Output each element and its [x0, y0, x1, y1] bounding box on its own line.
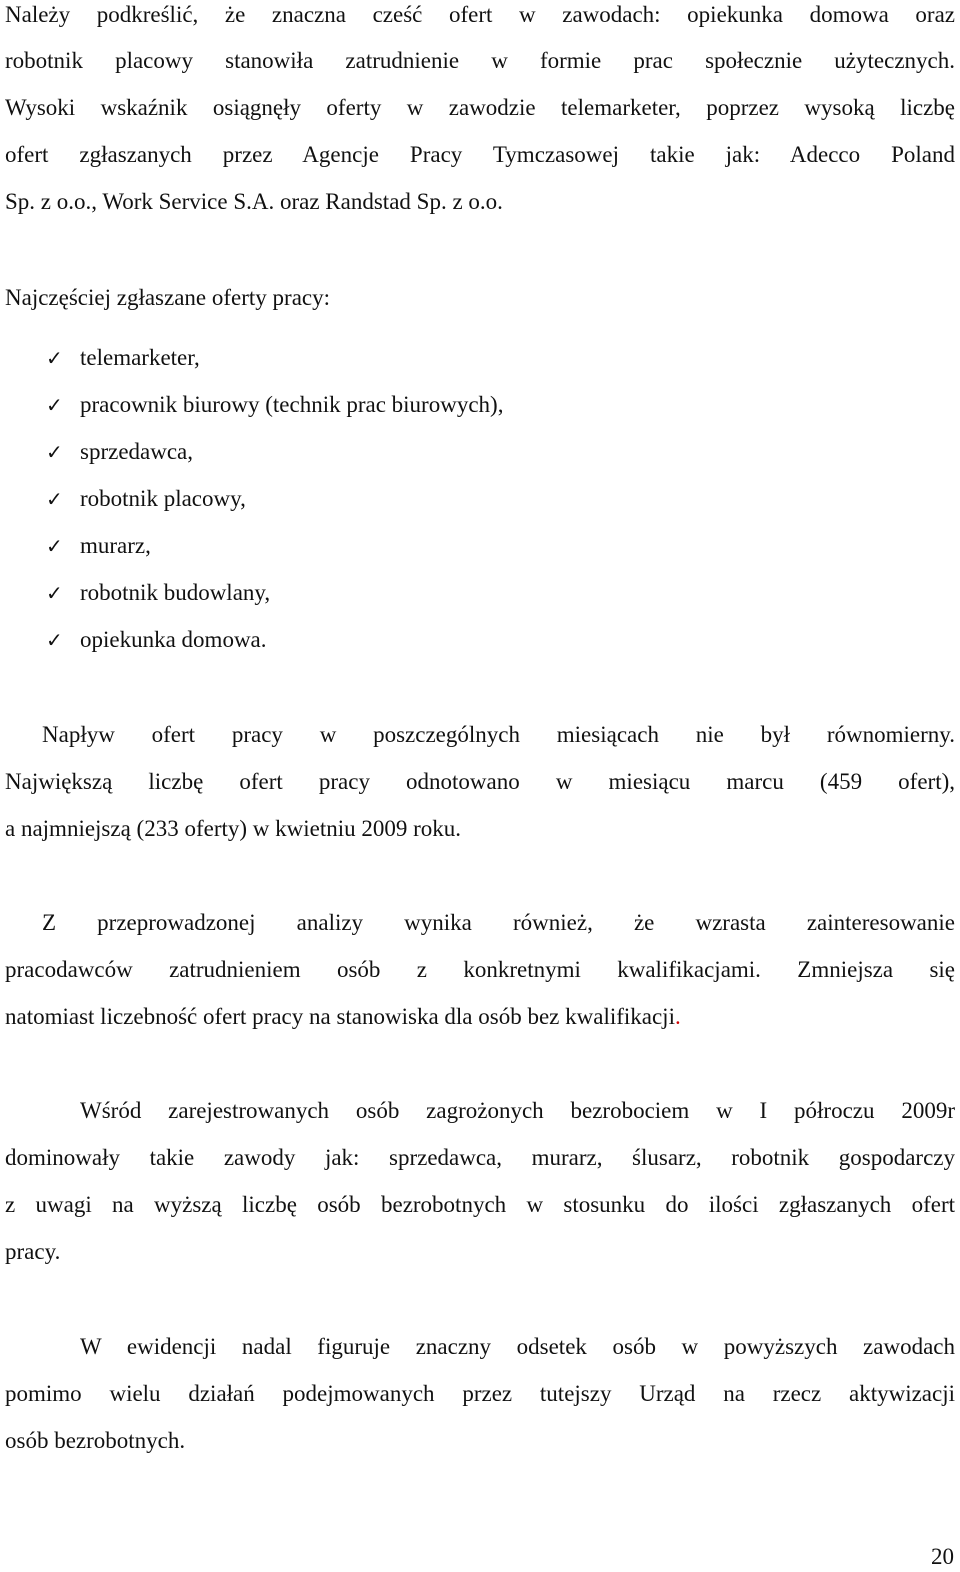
list-item [46, 390, 503, 420]
paragraph3-line-3-text: natomiast liczebność ofert pracy na stanowiska dla osób bez kwalifikacji [5, 1004, 675, 1029]
paragraph5-line-1: W ewidencji nadal figuruje znaczny odsetek osób w powyższych zawodach [80, 1334, 955, 1359]
list-item-label: robotnik placowy, [80, 486, 246, 511]
paragraph2-line-2: Największą liczbę ofert pracy odnotowano w miesiącu marcu (459 ofert), [5, 769, 955, 794]
paragraph1-line-4: ofert zgłaszanych przez Agencje Pracy Tymczasowej takie jak: Adecco Poland [5, 142, 955, 167]
paragraph1-line-2: robotnik placowy stanowiła zatrudnienie w formie prac społecznie użytecznych. [5, 48, 955, 73]
check-icon: ✓ [46, 581, 63, 605]
paragraph4-line-2: dominowały takie zawody jak: sprzedawca, murarz, ślusarz, robotnik gospodarczy [5, 1145, 955, 1170]
list-item-label: pracownik biurowy (technik prac biurowych), [80, 392, 504, 417]
paragraph1-line-5: Sp. z o.o., Work Service S.A. oraz Randstad Sp. z o.o. [5, 189, 503, 214]
check-icon: ✓ [46, 534, 63, 558]
list-heading: Najczęściej zgłaszane oferty pracy: [5, 285, 330, 310]
paragraph4-line-4: pracy. [5, 1239, 61, 1264]
list-item-label: robotnik budowlany, [80, 580, 271, 605]
list-item-label: sprzedawca, [80, 439, 194, 464]
check-icon: ✓ [46, 487, 63, 511]
paragraph2-line-1: Napływ ofert pracy w poszczególnych miesiącach nie był równomierny. [42, 722, 955, 747]
list-item [46, 484, 246, 514]
list-item [46, 531, 151, 561]
list-item-label: murarz, [80, 533, 151, 558]
list-item-label: telemarketer, [80, 345, 200, 370]
list-item [46, 625, 267, 655]
list-item [46, 437, 193, 467]
paragraph1-line-3: Wysoki wskaźnik osiągnęły oferty w zawodzie telemarketer, poprzez wysoką liczbę [5, 95, 955, 120]
paragraph3-line-1: Z przeprowadzonej analizy wynika również, że wzrasta zainteresowanie [42, 910, 955, 935]
paragraph4-line-3: z uwagi na wyższą liczbę osób bezrobotnych w stosunku do ilości zgłaszanych ofert [5, 1192, 955, 1217]
check-icon: ✓ [46, 628, 63, 652]
paragraph1-line-1: Należy podkreślić, że znaczna cześć ofert w zawodach: opiekunka domowa oraz [5, 2, 955, 27]
paragraph5-line-2: pomimo wielu działań podejmowanych przez tutejszy Urząd na rzecz aktywizacji [5, 1381, 955, 1406]
list-item [46, 343, 200, 373]
paragraph3-trailing-period: . [674, 1004, 681, 1029]
check-icon: ✓ [46, 346, 63, 370]
page-number: 20 [931, 1544, 954, 1569]
list-item-label: opiekunka domowa. [80, 627, 267, 652]
list-item [46, 578, 270, 608]
paragraph5-line-3: osób bezrobotnych. [5, 1428, 186, 1453]
check-icon: ✓ [46, 393, 63, 417]
paragraph3-line-3 [5, 1002, 955, 1032]
paragraph4-line-1: Wśród zarejestrowanych osób zagrożonych bezrobociem w I półroczu 2009r [80, 1098, 955, 1123]
check-icon: ✓ [46, 440, 63, 464]
paragraph2-line-3: a najmniejszą (233 oferty) w kwietniu 2009 roku. [5, 816, 462, 841]
paragraph3-line-2: pracodawców zatrudnieniem osób z konkretnymi kwalifikacjami. Zmniejsza się [5, 957, 955, 982]
